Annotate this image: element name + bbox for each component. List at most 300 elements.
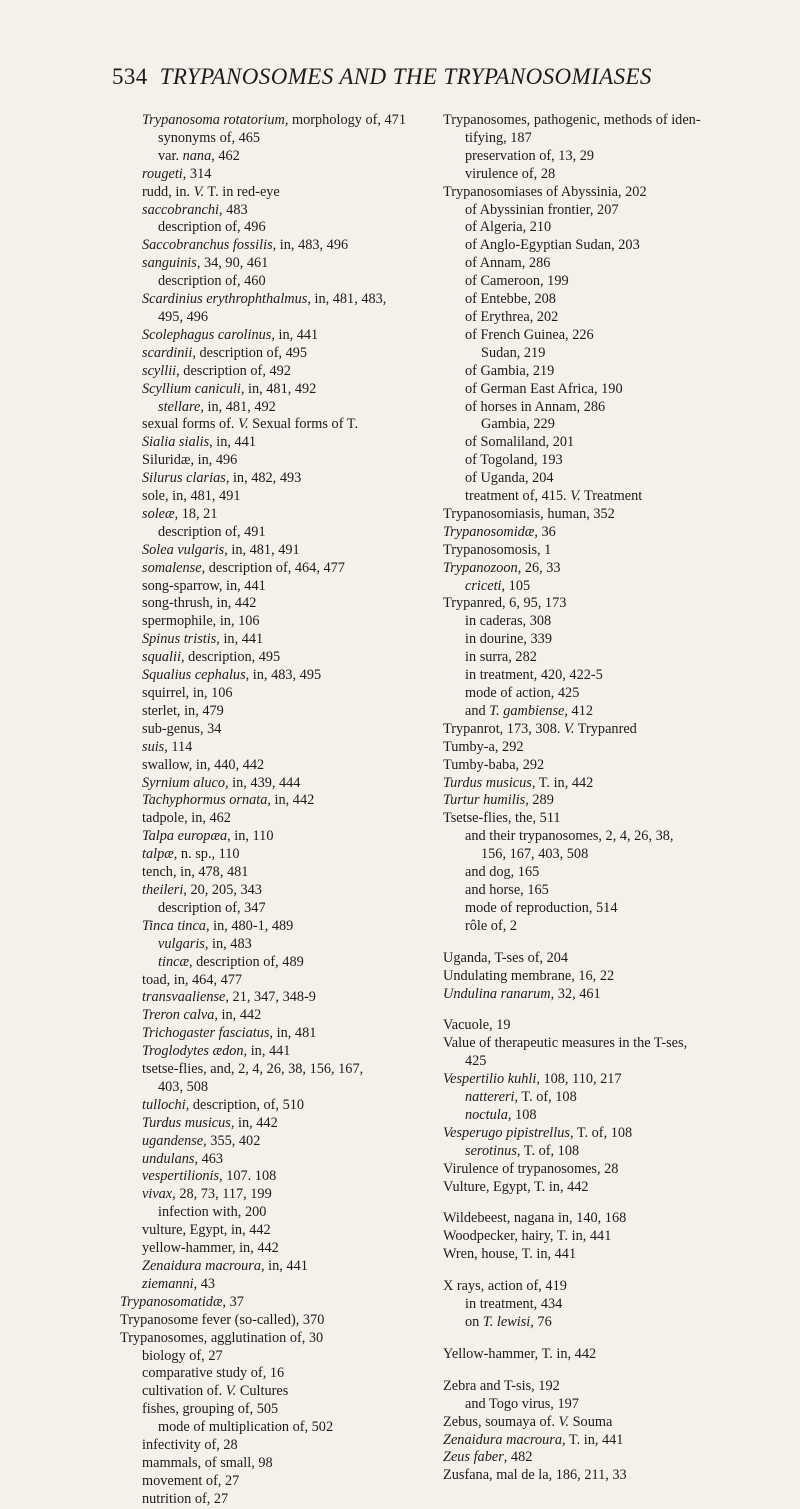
italic-text: Trypanosoma rotatorium	[142, 112, 285, 128]
italic-text: Trypanosomatidæ	[120, 1293, 223, 1310]
italic-text: Tinca tinca	[142, 917, 206, 934]
index-entry	[443, 1125, 778, 1143]
entry-text: in surra, 282	[465, 649, 537, 666]
entry-text: fishes, grouping of, 505	[142, 1401, 279, 1418]
entry-text: in treatment, 420, 422-5	[465, 667, 603, 684]
italic-text: Treron calva	[142, 1007, 215, 1024]
entry-text: vulture, Egypt, in, 442	[142, 1222, 271, 1239]
index-entry	[443, 1414, 778, 1432]
italic-text: Syrnium aluco	[142, 774, 225, 791]
entry-text: , in, 483, 495	[245, 667, 322, 684]
entry-text: infection with, 200	[158, 1204, 267, 1221]
entry-text: , 18, 21	[174, 505, 218, 522]
entry-text: , in, 441	[261, 1258, 308, 1274]
italic-text: talpæ	[142, 846, 174, 863]
entry-text: , 28, 73, 117, 199	[172, 1186, 272, 1203]
index-subentry	[120, 1168, 450, 1186]
index-subentry	[120, 846, 450, 864]
index-subentry	[120, 434, 450, 452]
entry-text: Wildebeest, nagana in, 140, 168	[443, 1210, 627, 1227]
index-subentry	[443, 202, 778, 220]
italic-text: scardinii	[142, 344, 193, 361]
letter-gap	[443, 1196, 778, 1210]
entry-text: Treatment	[580, 488, 643, 505]
entry-text: Woodpecker, hairy, T. in, 441	[443, 1228, 612, 1245]
entry-text: , 314	[182, 165, 212, 182]
index-entry	[443, 506, 778, 524]
entry-text: , 107. 108	[219, 1168, 277, 1185]
entry-text: tifying, 187	[465, 129, 532, 146]
index-subentry	[120, 703, 450, 721]
index-entry	[443, 1210, 778, 1228]
entry-text: , in, 483	[204, 935, 252, 952]
index-entry	[443, 775, 778, 793]
entry-text: tadpole, in, 462	[142, 810, 231, 827]
index-subentry	[120, 989, 450, 1007]
entry-text: mode of multiplication of, 502	[158, 1419, 334, 1436]
italic-text: nattereri	[465, 1089, 515, 1106]
page-number: 534	[112, 64, 148, 89]
entry-text: , in, 441	[216, 631, 264, 648]
italic-text: Turdus musicus	[142, 1114, 231, 1131]
letter-gap	[443, 1364, 778, 1378]
index-subentry	[120, 1115, 450, 1133]
index-entry	[443, 1449, 778, 1467]
entry-text: , 34, 90, 461	[196, 255, 269, 272]
entry-text: Trypanred, 6, 95, 173	[443, 595, 567, 612]
italic-text: tullochi	[142, 1096, 186, 1113]
entry-text: Vulture, Egypt, T. in, 442	[443, 1178, 589, 1195]
entry-text: Trypanosomiases of Abyssinia, 202	[443, 183, 647, 200]
italic-text: vulgaris	[158, 935, 205, 952]
entry-text: Sexual forms of T.	[248, 416, 359, 433]
index-subentry	[443, 237, 778, 255]
entry-text: virulence of, 28	[465, 165, 556, 182]
italic-text: T. gambiense	[489, 702, 565, 719]
italic-text: Turdus musicus	[443, 774, 532, 791]
entry-text: Trypanrot, 173, 308.	[443, 720, 564, 737]
entry-text: of Abyssinian frontier, 207	[465, 201, 619, 218]
index-subentry	[120, 739, 450, 757]
italic-text: Talpa europæa	[142, 828, 228, 845]
italic-text: V.	[570, 488, 581, 505]
entry-text: , morphology of, 471	[284, 112, 406, 128]
index-subentry	[120, 202, 450, 220]
index-entry	[443, 986, 778, 1004]
entry-text: , in, 441	[243, 1043, 291, 1060]
entry-text: of Cameroon, 199	[465, 273, 569, 290]
index-subentry	[120, 399, 450, 417]
italic-text: ziemanni	[142, 1275, 194, 1292]
italic-text: Scolephagus carolinus	[142, 326, 272, 343]
italic-text: Squalius cephalus	[142, 667, 246, 684]
entry-text: , 483	[219, 201, 248, 218]
entry-text: , n. sp., 110	[173, 846, 240, 863]
entry-text: , 43	[193, 1275, 216, 1292]
entry-text: and horse, 165	[465, 881, 549, 898]
italic-text: Sialia sialis	[142, 434, 210, 451]
entry-text: , description of, 495	[192, 344, 308, 361]
entry-text: Undulating membrane, 16, 22	[443, 967, 615, 984]
index-entry	[443, 1346, 778, 1364]
entry-text: song-sparrow, in, 441	[142, 577, 266, 594]
index-entry	[443, 1035, 778, 1053]
index-subentry	[443, 452, 778, 470]
index-entry	[443, 739, 778, 757]
entry-text: of Uganda, 204	[465, 470, 554, 487]
italic-text: noctula	[465, 1106, 508, 1123]
italic-text: theileri	[142, 881, 184, 898]
index-entry	[443, 1278, 778, 1296]
index-subentry	[443, 399, 778, 417]
entry-text: of Algeria, 210	[465, 219, 552, 236]
entry-text: 403, 508	[158, 1078, 209, 1095]
index-subentry	[120, 775, 450, 793]
entry-text: Trypanosomes, agglutination of, 30	[120, 1329, 324, 1346]
entry-text: Sudan, 219	[481, 344, 546, 361]
entry-text: , T. of, 108	[569, 1124, 633, 1141]
italic-text: saccobranchi	[142, 201, 220, 218]
index-subentry	[120, 667, 450, 685]
entry-text: , in, 483, 496	[272, 237, 349, 254]
index-subentry	[120, 1186, 450, 1204]
index-subentry	[120, 148, 450, 166]
index-entry	[443, 595, 778, 613]
italic-text: Trypanosomidæ	[443, 523, 535, 540]
entry-text: of Erythrea, 202	[465, 308, 559, 325]
entry-text: mode of reproduction, 514	[465, 899, 618, 916]
entry-text: and dog, 165	[465, 864, 540, 881]
entry-text: , description of, 464, 477	[201, 559, 345, 576]
italic-text: soleæ	[142, 505, 175, 522]
index-subentry	[120, 1455, 450, 1473]
index-entry	[443, 1228, 778, 1246]
index-subentry	[443, 166, 778, 184]
index-subentry	[120, 363, 450, 381]
entry-text: sub-genus, 34	[142, 720, 222, 737]
index-subentry	[120, 578, 450, 596]
index-column-left	[120, 112, 450, 1509]
index-subentry	[120, 506, 450, 524]
entry-text: cultivation of.	[142, 1383, 226, 1400]
index-subentry	[120, 1222, 450, 1240]
page-header	[112, 64, 732, 90]
index-subentry	[120, 237, 450, 255]
index-subentry	[443, 828, 778, 846]
entry-text: , in, 481, 491	[224, 541, 300, 558]
italic-text: undulans	[142, 1150, 195, 1167]
entry-text: Zusfana, mal de la, 186, 211, 33	[443, 1467, 627, 1484]
entry-text: in dourine, 339	[465, 631, 552, 648]
index-subentry	[443, 864, 778, 882]
index-entry	[443, 112, 778, 130]
index-subentry	[120, 1151, 450, 1169]
index-subentry	[120, 828, 450, 846]
letter-gap	[443, 1264, 778, 1278]
entry-text: movement of, 27	[142, 1472, 240, 1489]
index-subentry	[120, 1061, 450, 1079]
index-subentry	[120, 291, 450, 309]
index-subentry	[120, 721, 450, 739]
index-subentry	[120, 1240, 450, 1258]
entry-text: Gambia, 229	[481, 416, 555, 433]
index-subentry	[443, 255, 778, 273]
entry-text: Souma	[569, 1413, 613, 1430]
entry-text: , description, 495	[180, 649, 281, 666]
index-subentry	[443, 667, 778, 685]
entry-text: X rays, action of, 419	[443, 1278, 567, 1295]
index-subentry	[443, 685, 778, 703]
italic-text: V.	[193, 183, 205, 200]
italic-text: Troglodytes ædon	[142, 1043, 244, 1060]
index-subentry	[443, 345, 778, 363]
index-subentry	[120, 685, 450, 703]
entry-text: , T. in, 441	[562, 1431, 624, 1448]
italic-text: criceti	[465, 577, 502, 594]
entry-text: song-thrush, in, 442	[142, 595, 257, 612]
index-subentry	[120, 255, 450, 273]
index-subentry	[120, 1437, 450, 1455]
index-entry	[443, 792, 778, 810]
entry-text: and their trypanosomes, 2, 4, 26, 38,	[465, 828, 674, 845]
entry-text: Zebus, soumaya of.	[443, 1413, 559, 1430]
index-subentry	[120, 1276, 450, 1294]
entry-text: T. in red-eye	[204, 183, 280, 200]
index-subentry	[120, 1419, 450, 1437]
index-entry	[443, 524, 778, 542]
entry-text: , 463	[194, 1150, 224, 1167]
entry-text: nutrition of, 27	[142, 1490, 229, 1507]
index-subentry	[120, 488, 450, 506]
entry-text: of Somaliland, 201	[465, 434, 575, 451]
entry-text: , in, 481, 483,	[307, 291, 387, 308]
entry-text: of Togoland, 193	[465, 452, 563, 469]
index-subentry	[120, 327, 450, 345]
entry-text: , 20, 205, 343	[183, 881, 262, 898]
entry-text: , 37	[222, 1293, 244, 1310]
index-subentry	[120, 864, 450, 882]
index-subentry	[120, 900, 450, 918]
entry-text: , in, 442	[230, 1114, 278, 1131]
index-subentry	[120, 470, 450, 488]
entry-text: synonyms of, 465	[158, 129, 261, 146]
entry-text: Uganda, T-ses of, 204	[443, 949, 569, 966]
index-subentry	[120, 1079, 450, 1097]
italic-text: squalii	[142, 649, 181, 666]
italic-text: Trypanozoon	[443, 559, 518, 576]
index-entry	[443, 1071, 778, 1089]
entry-text: and	[465, 702, 490, 719]
italic-text: vivax	[142, 1186, 173, 1203]
entry-text: , in, 442	[267, 792, 315, 809]
index-subentry	[120, 560, 450, 578]
index-subentry	[120, 184, 450, 202]
index-subentry	[120, 542, 450, 560]
italic-text: ugandense	[142, 1132, 204, 1149]
entry-text: in treatment, 434	[465, 1296, 563, 1313]
italic-text: vespertilionis	[142, 1168, 220, 1185]
index-subentry	[443, 918, 778, 936]
entry-text: of German East Africa, 190	[465, 380, 623, 397]
index-subentry	[443, 219, 778, 237]
index-subentry	[120, 918, 450, 936]
index-subentry	[443, 1143, 778, 1161]
index-subentry	[120, 1473, 450, 1491]
index-subentry	[120, 452, 450, 470]
entry-text: in caderas, 308	[465, 613, 552, 630]
index-subentry	[120, 936, 450, 954]
entry-text: sole, in, 481, 491	[142, 488, 241, 505]
entry-text: of horses in Annam, 286	[465, 398, 606, 415]
letter-gap	[443, 1332, 778, 1346]
entry-text: , 482	[503, 1449, 533, 1466]
index-subentry	[120, 416, 450, 434]
index-subentry	[443, 416, 778, 434]
entry-text: infectivity of, 28	[142, 1437, 238, 1454]
index-subentry	[443, 631, 778, 649]
index-subentry	[120, 112, 450, 130]
entry-text: yellow-hammer, in, 442	[142, 1240, 279, 1257]
index-subentry	[443, 1107, 778, 1125]
italic-text: Scardinius erythrophthalmus	[142, 291, 308, 308]
entry-text: , description of, 492	[176, 362, 291, 379]
entry-text: Trypanred	[574, 720, 637, 737]
index-subentry	[120, 1348, 450, 1366]
index-subentry	[120, 166, 450, 184]
index-subentry	[443, 470, 778, 488]
index-subentry	[443, 291, 778, 309]
index-subentry	[120, 309, 450, 327]
letter-gap	[443, 936, 778, 950]
entry-text: sexual forms of.	[142, 416, 239, 433]
index-subentry	[443, 1089, 778, 1107]
italic-text: Zenaidura macroura	[443, 1431, 563, 1448]
entry-text: Trypanosomes, pathogenic, methods of iden-	[443, 112, 701, 128]
entry-text: , 76	[530, 1314, 552, 1330]
entry-text: , T. of, 108	[516, 1142, 580, 1159]
italic-text: scyllii	[142, 362, 177, 379]
entry-text: , in, 110	[227, 828, 274, 845]
index-subentry	[120, 649, 450, 667]
entry-text: of Annam, 286	[465, 255, 551, 272]
entry-text: , 26, 33	[517, 559, 561, 576]
index-subentry	[443, 327, 778, 345]
entry-text: description of, 496	[158, 219, 266, 236]
entry-text: of Anglo-Egyptian Sudan, 203	[465, 237, 640, 254]
italic-text: Vesperugo pipistrellus	[443, 1124, 570, 1141]
entry-text: , 108, 110, 217	[536, 1071, 622, 1088]
entry-text: , in, 441	[271, 326, 319, 343]
index-subentry	[120, 757, 450, 775]
index-subentry	[443, 363, 778, 381]
index-entry	[443, 810, 778, 828]
index-subentry	[120, 1401, 450, 1419]
index-subentry	[443, 273, 778, 291]
index-subentry	[120, 130, 450, 148]
entry-text: mode of action, 425	[465, 685, 580, 701]
entry-text: , in, 441	[209, 434, 257, 451]
italic-text: Solea vulgaris	[142, 541, 225, 558]
entry-text: Value of therapeutic measures in the T-ses,	[443, 1035, 688, 1052]
entry-text: biology of, 27	[142, 1347, 223, 1364]
entry-text: description of, 491	[158, 523, 266, 540]
italic-text: V.	[558, 1413, 570, 1430]
entry-text: Tumby-baba, 292	[443, 756, 545, 773]
index-column-right	[443, 112, 778, 1485]
entry-text: , 289	[525, 792, 554, 809]
index-subentry	[120, 631, 450, 649]
index-subentry	[120, 219, 450, 237]
italic-text: Saccobranchus fossilis	[142, 237, 273, 254]
entry-text: , 108	[507, 1106, 537, 1123]
index-entry	[443, 1467, 778, 1485]
entry-text: , in, 480-1, 489	[205, 917, 294, 934]
italic-text: Silurus clarias	[142, 470, 226, 487]
index-entry	[443, 757, 778, 775]
index-subentry	[120, 524, 450, 542]
index-subentry	[443, 148, 778, 166]
index-entry	[443, 560, 778, 578]
italic-text: V.	[225, 1383, 237, 1400]
italic-text: sanguinis	[142, 255, 197, 272]
entry-text: , 114	[164, 738, 193, 755]
italic-text: Vespertilio kuhli	[443, 1071, 537, 1088]
entry-text: squirrel, in, 106	[142, 685, 233, 701]
entry-text: , in, 482, 493	[225, 470, 302, 487]
entry-text: , in, 442	[214, 1007, 262, 1024]
index-entry	[443, 542, 778, 560]
entry-text: 156, 167, 403, 508	[481, 846, 589, 863]
index-subentry	[120, 1258, 450, 1276]
index-subentry	[120, 381, 450, 399]
index-subentry	[443, 1396, 778, 1414]
entry-text: , 462	[211, 147, 240, 164]
entry-text: , 36	[534, 523, 556, 540]
entry-text: Cultures	[236, 1383, 289, 1400]
entry-text: , T. in, 442	[531, 774, 594, 791]
entry-text: of Gambia, 219	[465, 362, 555, 379]
italic-text: transvaaliense	[142, 989, 226, 1006]
entry-text: preservation of, 13, 29	[465, 147, 595, 164]
index-subentry	[443, 882, 778, 900]
index-subentry	[443, 434, 778, 452]
entry-text: Zebra and T-sis, 192	[443, 1377, 560, 1394]
italic-text: Spinus tristis	[142, 631, 217, 648]
index-subentry	[120, 954, 450, 972]
entry-text: 425	[465, 1053, 487, 1070]
entry-text: , 105	[501, 577, 531, 594]
italic-text: Turtur humilis	[443, 792, 526, 809]
entry-text: Trypanosomosis, 1	[443, 541, 552, 558]
index-entry	[443, 1179, 778, 1197]
entry-text: , 355, 402	[203, 1132, 261, 1149]
entry-text: on	[465, 1314, 483, 1330]
index-subentry	[443, 309, 778, 327]
italic-text: suis	[142, 738, 165, 755]
index-entry	[120, 1294, 450, 1312]
index-entry	[443, 1246, 778, 1264]
entry-text: Tsetse-flies, the, 511	[443, 810, 561, 827]
italic-text: V.	[564, 720, 575, 737]
index-entry	[120, 1330, 450, 1348]
letter-gap	[443, 1003, 778, 1017]
index-entry	[443, 1161, 778, 1179]
entry-text: swallow, in, 440, 442	[142, 756, 265, 773]
entry-text: of Entebbe, 208	[465, 291, 556, 308]
entry-text: mammals, of small, 98	[142, 1454, 273, 1471]
entry-text: , T. of, 108	[514, 1089, 577, 1106]
entry-text: , 21, 347, 348-9	[225, 989, 316, 1006]
